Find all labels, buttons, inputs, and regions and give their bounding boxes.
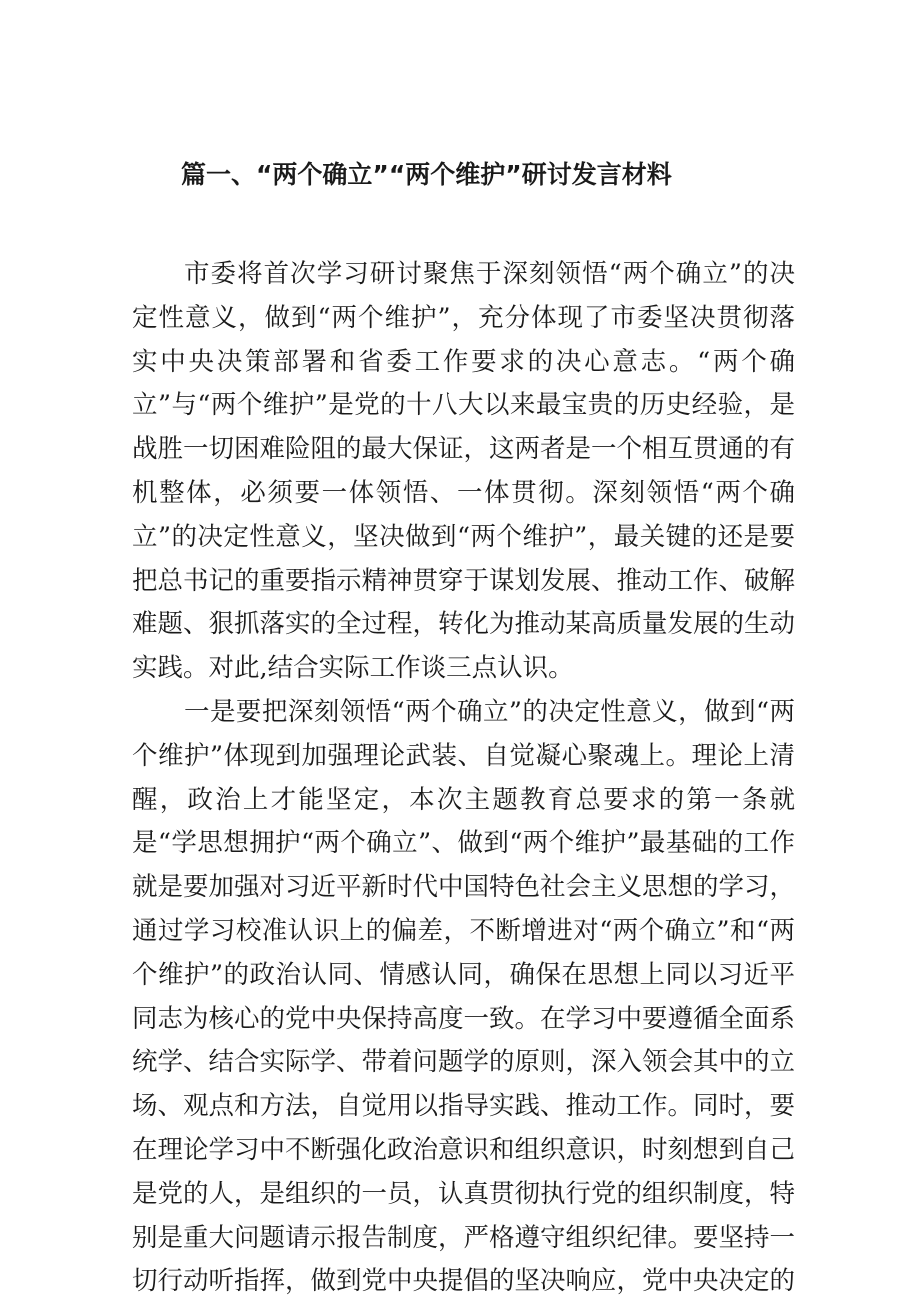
paragraph-point-one: 一是要把深刻领悟“两个确立”的决定性意义，做到“两个维护”体现到加强理论武装、自觉凝心聚魂上。理论上清醒，政治上才能坚定，本次主题教育总要求的第一条就是“学思想拥护“两个确立”、做到“两个维护”最基础的工作就是要加强对习近平新时代中国特色社会主义思想的学习，通过学习校准认识上的偏差，不断增进对“两个确立”和“两个维护”的政治认同、情感认同，确保在思想上同以习近平同志为核心的党中央保持高度一致。在学习中要遵循全面系统学、结合实际学、带着问题学的原则，深入领会其中的立场、观点和方法，自觉用以指导实践、推动工作。同时，要在理论学习中不断强化政治意识和组织意识，时刻想到自己是党的人，是组织的一员，认真贯彻执行党的组织制度，特别是重大问题请示报告制度，严格遵守组织纪律。要坚持一切行动听指挥，做到党中央提倡的坚决响应，党中央决定的 bbox=[132, 696, 796, 1297]
document-title: 篇一、“两个确立”“两个维护”研讨发言材料 bbox=[181, 160, 672, 189]
document-body bbox=[132, 253, 795, 1304]
paragraph-intro: 市委将首次学习研讨聚焦于深刻领悟“两个确立”的决定性意义，做到“两个维护”，充分体现了市委坚决贯彻落实中央决策部署和省委工作要求的决心意志。“两个确立”与“两个维护”是党的十八大以来最宝贵的历史经验，是战胜一切困难险阻的最大保证，这两者是一个相互贯通的有机整体，必须要一体领悟、一体贯彻。深刻领悟“两个确立”的决定性意义，坚决做到“两个维护”，最关键的还是要把总书记的重要指示精神贯穿于谋划发展、推动工作、破解难题、狠抓落实的全过程，转化为推动某高质量发展的生动实践。对此,结合实际工作谈三点认识。 bbox=[132, 259, 796, 684]
